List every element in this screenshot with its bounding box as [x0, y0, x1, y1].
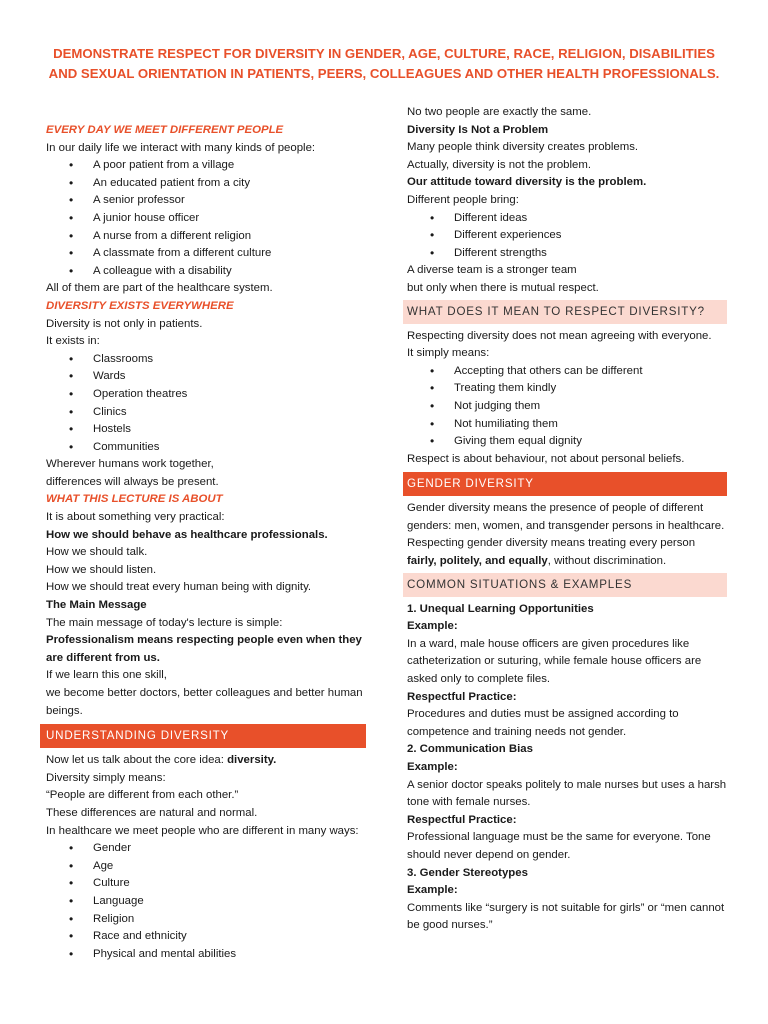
paragraph: How we should talk.	[46, 546, 148, 559]
bold-paragraph: Professionalism means respecting people even when they are different from us.	[46, 634, 362, 664]
list-item: • Wards	[46, 368, 366, 386]
section-bar: UNDERSTANDING DIVERSITY	[40, 724, 366, 748]
paragraph: How we should treat every human being with dignity.	[46, 581, 312, 594]
paragraph: All of them are part of the healthcare system.	[46, 282, 273, 295]
example-label: Example:	[407, 761, 458, 773]
paragraph: differences will always be present.	[46, 475, 219, 488]
example-title: 3. Gender Stereotypes	[407, 866, 528, 879]
example-title: 2. Communication Bias	[407, 743, 533, 756]
paragraph: we become better doctors, better colleagues and better human beings.	[46, 687, 363, 717]
list-item: • Age	[46, 858, 366, 876]
list-item: • Culture	[46, 875, 366, 893]
bullet-list	[46, 157, 366, 280]
paragraph: Wherever humans work together,	[46, 458, 214, 471]
bold-paragraph: Our attitude toward diversity is the problem.	[407, 176, 647, 189]
paragraph: Diversity simply means:	[46, 771, 166, 784]
list-item: • Gender	[46, 840, 366, 858]
paragraph: Comments like “surgery is not suitable for girls” or “men cannot be good nurses.”	[407, 901, 725, 932]
paragraph: How we should listen.	[46, 563, 157, 576]
paragraph: but only when there is mutual respect.	[407, 281, 599, 294]
section-heading: DIVERSITY EXISTS EVERYWHERE	[46, 299, 234, 312]
paragraph: The main message of today's lecture is simple:	[46, 616, 283, 629]
section-heading: WHAT THIS LECTURE IS ABOUT	[46, 493, 223, 506]
practice-label: Respectful Practice:	[407, 813, 517, 826]
list-item: • An educated patient from a city	[46, 175, 366, 193]
bullet-list	[46, 840, 366, 963]
section-heading: The Main Message	[46, 599, 147, 612]
list-item: • A junior house officer	[46, 210, 366, 228]
paragraph: Respecting gender diversity means treating every person	[407, 537, 696, 550]
list-item: • Hostels	[46, 421, 366, 439]
list-item: • Treating them kindly	[407, 380, 729, 398]
paragraph: Gender diversity means the presence of people of different genders: men, women, and transgender persons in healthcare.	[407, 502, 725, 532]
list-item: • Not humiliating them	[407, 416, 729, 434]
list-item: • Clinics	[46, 404, 366, 422]
paragraph: In our daily life we interact with many kinds of people:	[46, 141, 316, 154]
left-column	[46, 122, 366, 963]
paragraph: If we learn this one skill,	[46, 669, 167, 682]
paragraph	[46, 752, 366, 770]
paragraph: No two people are exactly the same.	[407, 106, 592, 118]
bullet-list	[407, 210, 729, 263]
list-item: • Different ideas	[407, 210, 729, 228]
paragraph: It exists in:	[46, 335, 100, 348]
paragraph: Many people think diversity creates problems.	[407, 141, 639, 154]
paragraph: It is about something very practical:	[46, 511, 225, 524]
list-item: • A classmate from a different culture	[46, 245, 366, 263]
list-item: • Not judging them	[407, 398, 729, 416]
list-item: • Race and ethnicity	[46, 928, 366, 946]
section-heading: EVERY DAY WE MEET DIFFERENT PEOPLE	[46, 124, 284, 136]
paragraph: A diverse team is a stronger team	[407, 264, 577, 277]
section-heading: Diversity Is Not a Problem	[407, 123, 549, 136]
paragraph: Procedures and duties must be assigned according to competence and training needs not gender.	[407, 708, 679, 738]
right-column	[407, 104, 729, 935]
list-item: • Different strengths	[407, 245, 729, 263]
section-bar: WHAT DOES IT MEAN TO RESPECT DIVERSITY?	[403, 300, 727, 324]
list-item: • A poor patient from a village	[46, 157, 366, 175]
paragraph: Professional language must be the same for everyone. Tone should never depend on gender.	[407, 831, 711, 861]
paragraph: Respecting diversity does not mean agreeing with everyone.	[407, 329, 712, 342]
list-item: • Operation theatres	[46, 386, 366, 404]
paragraph: Different people bring:	[407, 193, 519, 206]
paragraph	[407, 553, 729, 571]
paragraph: In a ward, male house officers are given procedures like catheterization or suturing, while female house officers are asked only to complete files.	[407, 637, 702, 686]
bold-text: fairly, politely, and equally	[407, 555, 548, 568]
paragraph-text: Now let us talk about the core idea:	[46, 754, 228, 767]
section-bar: COMMON SITUATIONS & EXAMPLES	[403, 573, 727, 597]
example-title: 1. Unequal Learning Opportunities	[407, 602, 594, 615]
list-item: • Different experiences	[407, 227, 729, 245]
list-item: • A senior professor	[46, 192, 366, 210]
paragraph-text: , without discrimination.	[547, 555, 667, 568]
example-label: Example:	[407, 620, 458, 633]
document-title: DEMONSTRATE RESPECT FOR DIVERSITY IN GENDER, AGE, CULTURE, RACE, RELIGION, DISABILITIES AND SEXUAL ORIENTATION IN PATIENTS, PEERS, COLLEAGUES AND OTHER HEALTH PROFESSIONALS.	[48, 46, 720, 81]
paragraph: Actually, diversity is not the problem.	[407, 158, 592, 171]
list-item: • Physical and mental abilities	[46, 946, 366, 964]
section-bar: GENDER DIVERSITY	[403, 472, 727, 496]
paragraph: It simply means:	[407, 347, 490, 360]
practice-label: Respectful Practice:	[407, 690, 517, 703]
list-item: • Communities	[46, 439, 366, 457]
list-item: • Religion	[46, 911, 366, 929]
paragraph: “People are different from each other.”	[46, 789, 239, 802]
list-item: • Accepting that others can be different	[407, 363, 729, 381]
bold-text: diversity.	[227, 754, 277, 767]
list-item: • Language	[46, 893, 366, 911]
list-item: • Classrooms	[46, 351, 366, 369]
list-item: • A colleague with a disability	[46, 263, 366, 281]
list-item: • A nurse from a different religion	[46, 228, 366, 246]
bullet-list	[46, 351, 366, 457]
example-label: Example:	[407, 884, 458, 897]
bullet-list	[407, 363, 729, 451]
paragraph: In healthcare we meet people who are different in many ways:	[46, 824, 359, 837]
bold-paragraph: How we should behave as healthcare professionals.	[46, 528, 328, 541]
paragraph: These differences are natural and normal.	[46, 806, 258, 819]
paragraph: Respect is about behaviour, not about personal beliefs.	[407, 452, 685, 465]
list-item: • Giving them equal dignity	[407, 433, 729, 451]
paragraph: A senior doctor speaks politely to male nurses but uses a harsh tone with female nurses.	[407, 778, 727, 809]
paragraph: Diversity is not only in patients.	[46, 317, 203, 330]
